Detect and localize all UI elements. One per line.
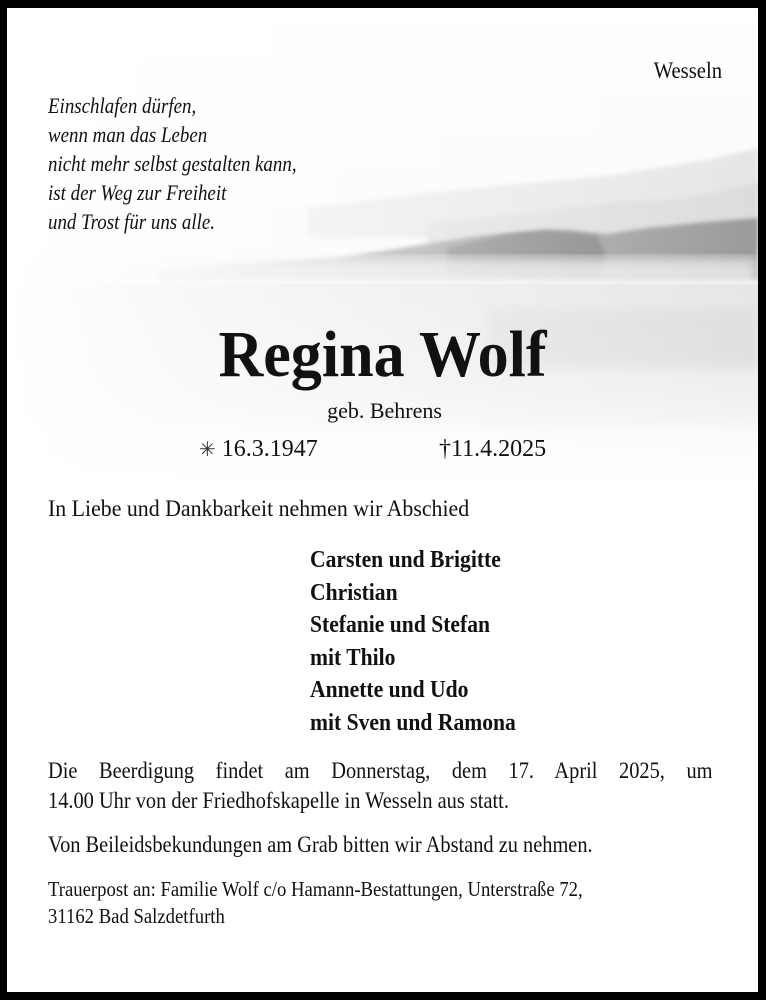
poem-line: Einschlafen dürfen, xyxy=(48,93,197,118)
mourner: mit Thilo xyxy=(310,644,396,671)
birth-date: 16.3.1947 xyxy=(221,436,318,462)
address-line: Trauerpost an: Familie Wolf c/o Hamann-Bestattungen, Unterstraße 72, xyxy=(48,877,583,901)
mourners-list xyxy=(310,544,539,740)
birth-date-line xyxy=(199,436,318,463)
poem-line: nicht mehr selbst gestalten kann, xyxy=(48,151,297,176)
address-line: 31162 Bad Salzdetfurth xyxy=(48,904,225,928)
funeral-info xyxy=(48,756,713,816)
maiden-name: geb. Behrens xyxy=(327,398,442,423)
death-date: 11.4.2025 xyxy=(451,436,547,462)
mourner: Annette und Udo xyxy=(310,677,469,704)
funeral-info-line: 14.00 Uhr von der Friedhofskapelle in Wesseln aus statt. xyxy=(48,788,509,813)
death-date-line xyxy=(439,436,546,463)
farewell-intro: In Liebe und Dankbarkeit nehmen wir Abschied xyxy=(48,496,470,522)
birth-star-icon: ✳ xyxy=(199,439,216,461)
poem xyxy=(48,91,337,236)
mourner: mit Sven und Ramona xyxy=(310,709,516,736)
funeral-info-line: Die Beerdigung findet am Donnerstag, dem 17. April 2025, um xyxy=(48,758,713,783)
obituary-notice xyxy=(7,8,758,992)
place-name: Wesseln xyxy=(653,58,722,83)
mourner: Christian xyxy=(310,579,398,606)
poem-line: ist der Weg zur Freiheit xyxy=(48,180,227,205)
poem-line: und Trost für uns alle. xyxy=(48,209,215,234)
deceased-name-text: Regina Wolf xyxy=(218,318,547,391)
mourner: Stefanie und Stefan xyxy=(310,612,491,639)
deceased-name xyxy=(7,317,758,393)
poem-line: wenn man das Leben xyxy=(48,122,208,147)
death-cross-icon: † xyxy=(439,436,451,462)
condolence-note: Von Beileidsbekundungen am Grab bitten wir Abstand zu nehmen. xyxy=(48,832,593,857)
mourner: Carsten und Brigitte xyxy=(310,547,501,573)
mourning-mail-address xyxy=(48,876,583,930)
